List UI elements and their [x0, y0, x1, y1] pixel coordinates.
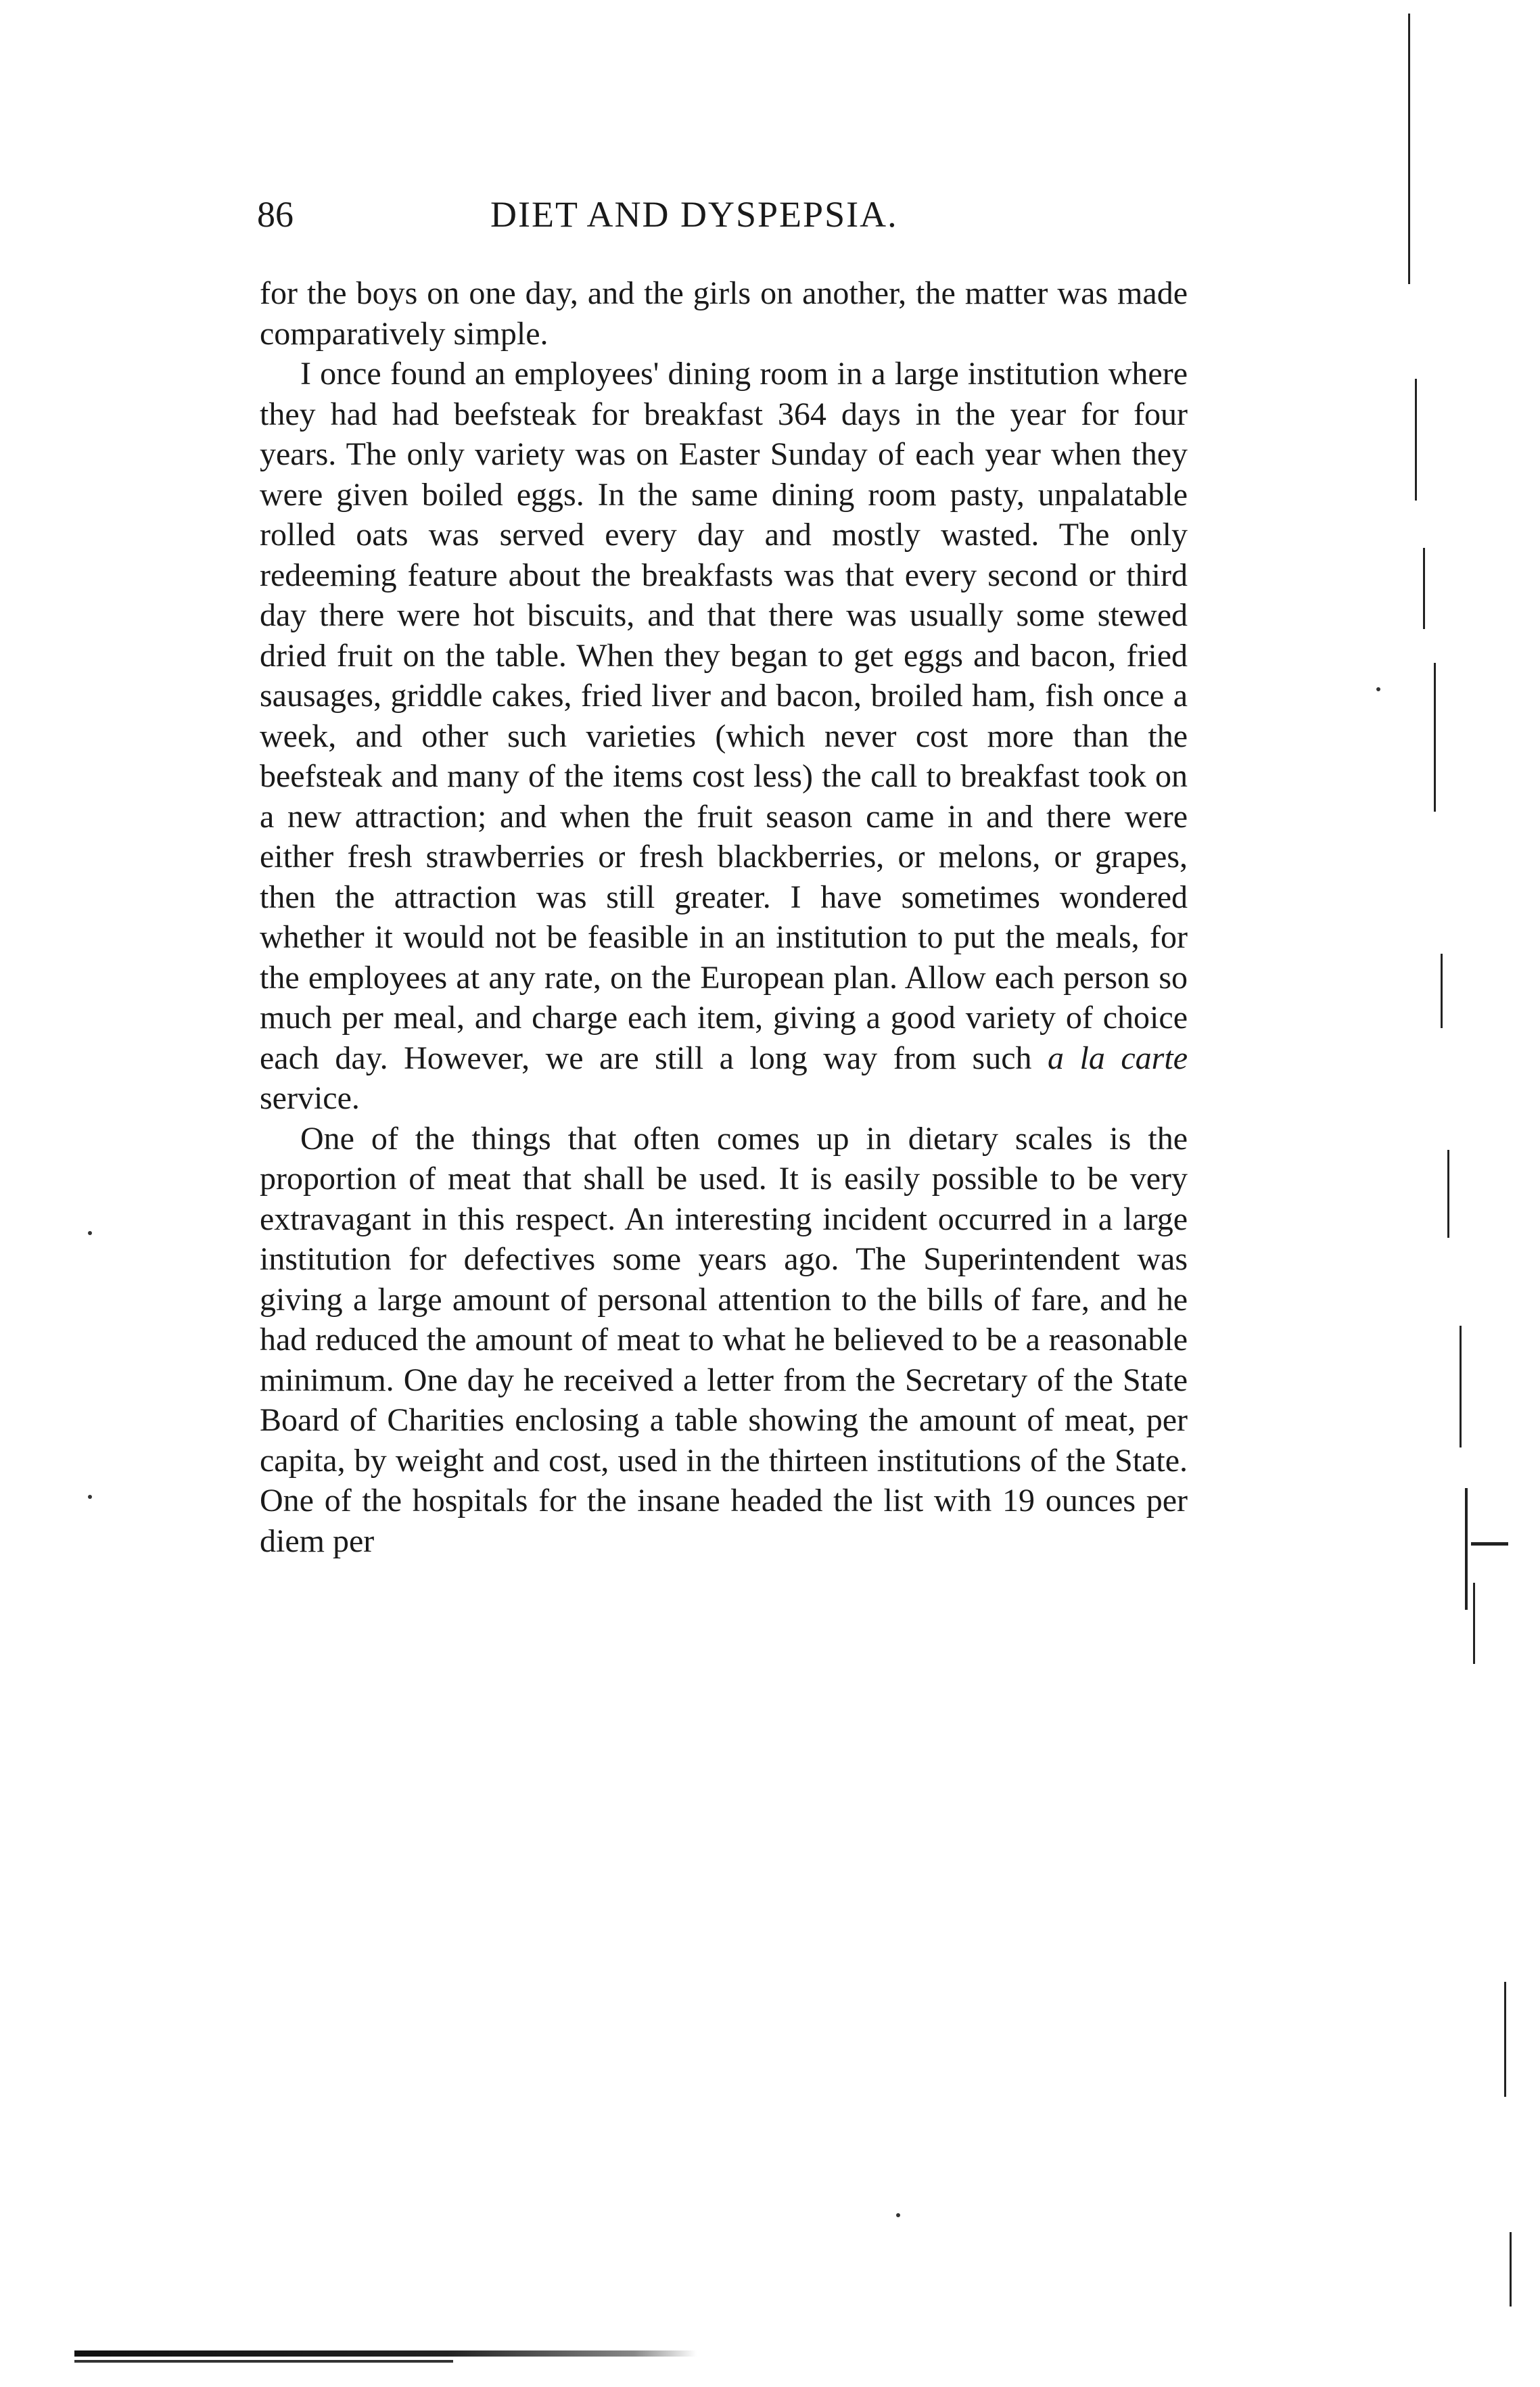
gutter-mark	[1441, 954, 1443, 1028]
paragraph-dining-room-end: service.	[260, 1080, 360, 1116]
gutter-mark	[1504, 1982, 1506, 2097]
gutter-mark	[1415, 379, 1417, 501]
paragraph-continued: for the boys on one day, and the girls on another, the matter was made comparatively simple.	[260, 275, 1188, 352]
gutter-mark	[1408, 14, 1410, 284]
bottom-rule	[74, 2360, 453, 2363]
bottom-rule	[74, 2350, 697, 2357]
gutter-mark	[1465, 1488, 1468, 1610]
paragraph-dining-room	[260, 354, 1188, 1119]
gutter-mark	[1423, 548, 1425, 629]
gutter-mark	[1473, 1583, 1475, 1664]
paragraph-meat-proportion: One of the things that often comes up in dietary scales is the proportion of meat that shall be used. It is easily possible to be very extravagant in this respect. An interesting incident occurred in a large institution for defectives some years ago. The Superintendent was giving a large amount of personal attention to the bills of fare, and he had reduced the amount of meat to what he believed to be a reasonable minimum. One day he received a letter from the Secretary of the State Board of Charities enclosing a table showing the amount of meat, per capita, by weight and cost, used in the thirteen institutions of the State. One of the hospitals for the insane headed the list with 19 ounces per diem per	[260, 1120, 1188, 1559]
scan-speck	[1376, 687, 1380, 691]
gutter-mark	[1447, 1150, 1449, 1238]
italic-phrase: a la carte	[1048, 1040, 1188, 1076]
paragraph-dining-room-text: I once found an employees' dining room in a large institution where they had had beefsteak for breakfast 364 days in the year for four years. The only variety was on Easter Sunday of each year when they were given boiled eggs. In the same dining room pasty, unpalatable rolled oats was served every day and mostly wasted. The only redeeming feature about the breakfasts was that every second or third day there were hot biscuits, and that there was usually some stewed dried fruit on the table. When they began to get eggs and bacon, fried sausages, griddle cakes, fried liver and bacon, broiled ham, fish once a week, and other such varieties (which never cost more than the beefsteak and many of the items cost less) the call to breakfast took on a new attraction; and when the fruit season came in and there were either fresh strawberries or fresh blackberries, or melons, or grapes, then the attraction was still greater. I have sometimes wondered whether it would not be feasible in an institution to put the meals, for the employees at any rate, on the European plan. Allow each person so much per meal, and charge each item, giving a good variety of choice each day. However, we are still a long way from such	[260, 356, 1188, 1076]
page-number: 86	[257, 194, 294, 235]
gutter-mark	[1510, 2232, 1512, 2307]
body-text	[260, 273, 1188, 1561]
scan-speck	[88, 1231, 92, 1235]
running-head: DIET AND DYSPEPSIA.	[490, 194, 898, 235]
gutter-mark	[1471, 1542, 1508, 1546]
page-header	[257, 184, 1190, 245]
scan-speck	[896, 2213, 900, 2217]
scan-speck	[88, 1495, 92, 1499]
gutter-mark	[1434, 663, 1436, 812]
gutter-mark	[1460, 1326, 1462, 1447]
